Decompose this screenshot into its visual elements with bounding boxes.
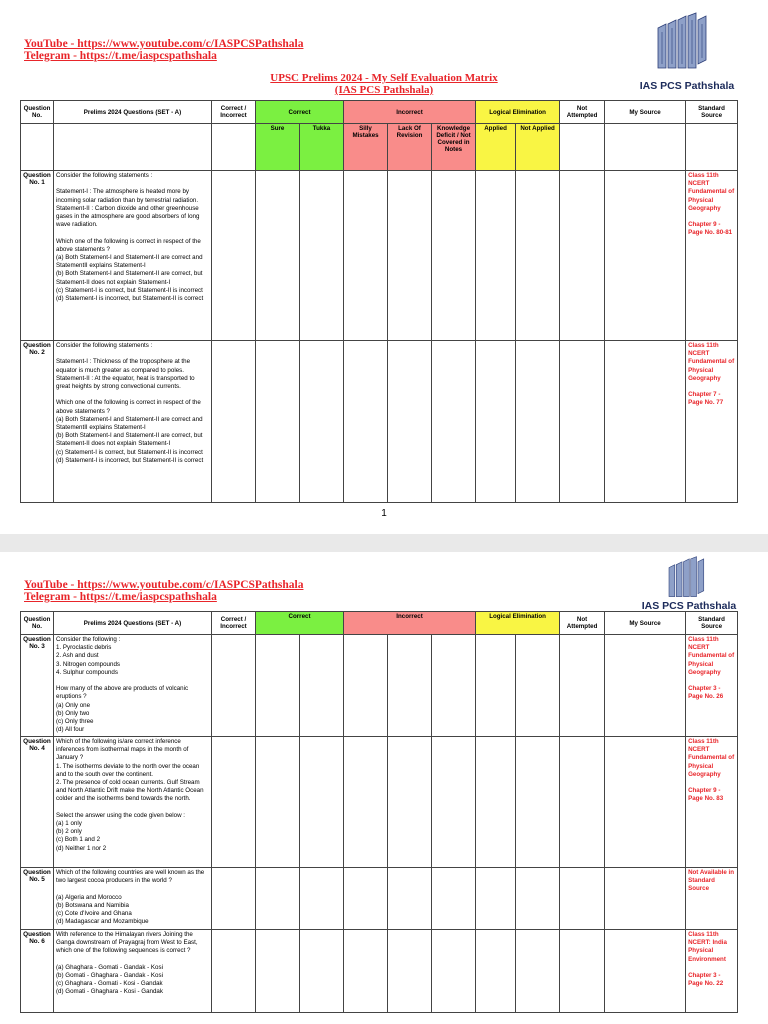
standard-source-text: Class 11th NCERT Fundamental of Physical Geography Chapter 3 - Page No. 26 bbox=[686, 635, 738, 737]
table-row bbox=[21, 737, 738, 868]
question-number: Question No. 5 bbox=[21, 868, 54, 930]
answer-cell[interactable] bbox=[476, 737, 516, 868]
header-not-attempted: Not Attempted bbox=[560, 612, 605, 635]
header-questions: Prelims 2024 Questions (SET - A) bbox=[54, 612, 212, 635]
telegram-link[interactable]: Telegram - https://t.me/iaspcspathshala bbox=[24, 50, 217, 62]
question-text: Which of the following is/are correct inference inferences from isothermal maps in the month of January ? 1. The isotherms deviate to the north over the ocean and to the south over the continent. 2. The presence of cold ocean currents. Gulf Stream and North Atlantic Drift make the North Atlantic Ocean colder and the isotherms bend towards the north. Select the answer using the code given below : (a) 1 only (b) 2 only (c) Both 1 and 2 (d) Neither 1 nor 2 bbox=[54, 737, 212, 868]
answer-cell[interactable] bbox=[560, 868, 605, 930]
answer-cell[interactable] bbox=[344, 930, 388, 1013]
answer-cell[interactable] bbox=[516, 868, 560, 930]
answer-cell[interactable] bbox=[300, 635, 344, 737]
header-standard-source: Standard Source bbox=[686, 612, 738, 635]
standard-source-text: Not Available in Standard Source bbox=[686, 868, 738, 930]
answer-cell[interactable] bbox=[300, 868, 344, 930]
subheader-row bbox=[21, 124, 738, 171]
subheader-knowledge-deficit: Knowledge Deficit / Not Covered in Notes bbox=[432, 124, 476, 171]
evaluation-table-page-1 bbox=[20, 100, 738, 503]
answer-cell[interactable] bbox=[344, 868, 388, 930]
subheader-empty bbox=[605, 124, 686, 171]
answer-cell[interactable] bbox=[476, 341, 516, 503]
answer-cell[interactable] bbox=[432, 737, 476, 868]
answer-cell[interactable] bbox=[476, 868, 516, 930]
standard-source-text: Class 11th NCERT Fundamental of Physical Geography Chapter 7 - Page No. 77 bbox=[686, 341, 738, 503]
brand-name: IAS PCS Pathshala bbox=[639, 80, 735, 92]
answer-cell[interactable] bbox=[388, 868, 432, 930]
answer-cell[interactable] bbox=[256, 341, 300, 503]
answer-cell[interactable] bbox=[476, 171, 516, 341]
answer-cell[interactable] bbox=[560, 737, 605, 868]
subheader-empty bbox=[212, 124, 256, 171]
question-text: Which of the following countries are well known as the two largest cocoa producers in the world ? (a) Algeria and Morocco (b) Botswana and Namibia (c) Cote d'Ivoire and Ghana (d) Madagascar and Mozambique bbox=[54, 868, 212, 930]
answer-cell[interactable] bbox=[212, 341, 256, 503]
header-logical-elimination: Logical Elimination bbox=[476, 101, 560, 124]
question-text: With reference to the Himalayan rivers Joining the Ganga downstream of Prayagraj from West to East, which one of the following sequences is correct ? (a) Ghaghara - Gomati - Gandak - Kosi (b) Gomati - Ghaghara - Gandak - Kosi (c) Ghaghara - Gomati - Kosi - Gandak (d) Gomati - Ghaghara - Kosi - Gandak bbox=[54, 930, 212, 1013]
header-row bbox=[21, 101, 738, 124]
youtube-link[interactable]: YouTube - https://www.youtube.com/c/IASPCSPathshala bbox=[24, 38, 304, 50]
answer-cell[interactable] bbox=[432, 341, 476, 503]
header-incorrect: Incorrect bbox=[344, 101, 476, 124]
standard-source-text: Class 11th NCERT Fundamental of Physical Geography Chapter 9 - Page No. 83 bbox=[686, 737, 738, 868]
answer-cell[interactable] bbox=[560, 341, 605, 503]
telegram-link[interactable]: Telegram - https://t.me/iaspcspathshala bbox=[24, 591, 217, 603]
subheader-empty bbox=[560, 124, 605, 171]
page-number: 1 bbox=[381, 508, 387, 519]
matrix-title bbox=[0, 72, 768, 96]
question-text: Consider the following : 1. Pyroclastic debris 2. Ash and dust 3. Nitrogen compounds 4. Sulphur compounds How many of the above are products of volcanic eruptions ? (a) Only one (b) Only two (c) Only three (d) All four bbox=[54, 635, 212, 737]
answer-cell[interactable] bbox=[432, 930, 476, 1013]
answer-cell[interactable] bbox=[516, 171, 560, 341]
answer-cell[interactable] bbox=[388, 341, 432, 503]
header-my-source: My Source bbox=[605, 612, 686, 635]
answer-cell[interactable] bbox=[212, 930, 256, 1013]
header-incorrect: Incorrect bbox=[344, 612, 476, 635]
answer-cell[interactable] bbox=[560, 171, 605, 341]
question-number: Question No. 3 bbox=[21, 635, 54, 737]
answer-cell[interactable] bbox=[560, 635, 605, 737]
answer-cell[interactable] bbox=[388, 635, 432, 737]
answer-cell[interactable] bbox=[476, 930, 516, 1013]
answer-cell[interactable] bbox=[516, 341, 560, 503]
youtube-link[interactable]: YouTube - https://www.youtube.com/c/IASPCSPathshala bbox=[24, 579, 304, 591]
answer-cell[interactable] bbox=[605, 341, 686, 503]
answer-cell[interactable] bbox=[432, 635, 476, 737]
answer-cell[interactable] bbox=[256, 635, 300, 737]
header-question-no: Question No. bbox=[21, 612, 54, 635]
answer-cell[interactable] bbox=[256, 737, 300, 868]
header-row bbox=[21, 612, 738, 635]
question-number: Question No. 2 bbox=[21, 341, 54, 503]
table-row bbox=[21, 635, 738, 737]
subheader-applied: Applied bbox=[476, 124, 516, 171]
answer-cell[interactable] bbox=[605, 868, 686, 930]
answer-cell[interactable] bbox=[300, 341, 344, 503]
header-correct: Correct bbox=[256, 101, 344, 124]
answer-cell[interactable] bbox=[432, 868, 476, 930]
title-line-1: UPSC Prelims 2024 - My Self Evaluation Matrix bbox=[270, 72, 498, 84]
answer-cell[interactable] bbox=[344, 737, 388, 868]
header-correct-incorrect: Correct / Incorrect bbox=[212, 612, 256, 635]
answer-cell[interactable] bbox=[344, 635, 388, 737]
header-correct-incorrect: Correct / Incorrect bbox=[212, 101, 256, 124]
answer-cell[interactable] bbox=[388, 737, 432, 868]
subheader-empty bbox=[54, 124, 212, 171]
answer-cell[interactable] bbox=[300, 930, 344, 1013]
question-number: Question No. 1 bbox=[21, 171, 54, 341]
subheader-sure: Sure bbox=[256, 124, 300, 171]
header-question-no: Question No. bbox=[21, 101, 54, 124]
answer-cell[interactable] bbox=[605, 737, 686, 868]
brand-logo bbox=[634, 556, 744, 612]
answer-cell[interactable] bbox=[432, 171, 476, 341]
answer-cell[interactable] bbox=[212, 868, 256, 930]
question-number: Question No. 6 bbox=[21, 930, 54, 1013]
answer-cell[interactable] bbox=[388, 171, 432, 341]
answer-cell[interactable] bbox=[476, 635, 516, 737]
page-2 bbox=[0, 552, 768, 1024]
answer-cell[interactable] bbox=[300, 171, 344, 341]
answer-cell[interactable] bbox=[560, 930, 605, 1013]
header-logical-elimination: Logical Elimination bbox=[476, 612, 560, 635]
table-row bbox=[21, 930, 738, 1013]
books-logo-icon bbox=[654, 12, 720, 70]
subheader-not-applied: Not Applied bbox=[516, 124, 560, 171]
header-my-source: My Source bbox=[605, 101, 686, 124]
answer-cell[interactable] bbox=[344, 341, 388, 503]
books-logo-icon bbox=[662, 556, 718, 598]
question-number: Question No. 4 bbox=[21, 737, 54, 868]
header-standard-source: Standard Source bbox=[686, 101, 738, 124]
answer-cell[interactable] bbox=[256, 868, 300, 930]
answer-cell[interactable] bbox=[605, 171, 686, 341]
answer-cell[interactable] bbox=[516, 930, 560, 1013]
table-row bbox=[21, 341, 738, 503]
answer-cell[interactable] bbox=[344, 171, 388, 341]
title-line-2: (IAS PCS Pathshala) bbox=[334, 84, 434, 96]
subheader-empty bbox=[21, 124, 54, 171]
header-questions: Prelims 2024 Questions (SET - A) bbox=[54, 101, 212, 124]
evaluation-table-page-2 bbox=[20, 611, 738, 1013]
answer-cell[interactable] bbox=[605, 930, 686, 1013]
answer-cell[interactable] bbox=[388, 930, 432, 1013]
brand-name: IAS PCS Pathshala bbox=[641, 600, 737, 612]
subheader-lack-of-revision: Lack Of Revision bbox=[388, 124, 432, 171]
header-not-attempted: Not Attempted bbox=[560, 101, 605, 124]
answer-cell[interactable] bbox=[516, 635, 560, 737]
answer-cell[interactable] bbox=[212, 635, 256, 737]
table-row bbox=[21, 171, 738, 341]
subheader-tukka: Tukka bbox=[300, 124, 344, 171]
subheader-silly-mistakes: Silly Mistakes bbox=[344, 124, 388, 171]
question-text: Consider the following statements : Statement-I : Thickness of the troposphere at the equator is much greater as compared to poles. Statement-II : At the equator, heat is transported to great heights by strong convectional currents. Which one of the following is correct in respect of the above statements ? (a) Both Statement-I and Statement-II are correct and StatementII explains Statement-I (b) Both Statement-I and Statement-II are correct, but Statement-II does not explain Statement-I (c) Statement-I is correct, but Statement-II is incorrect (d) Statement-I is incorrect, but Statement-II is correct bbox=[54, 341, 212, 503]
answer-cell[interactable] bbox=[605, 635, 686, 737]
subheader-empty bbox=[686, 124, 738, 171]
answer-cell[interactable] bbox=[256, 171, 300, 341]
answer-cell[interactable] bbox=[212, 171, 256, 341]
answer-cell[interactable] bbox=[300, 737, 344, 868]
standard-source-text: Class 11th NCERT Fundamental of Physical Geography Chapter 9 - Page No. 80-81 bbox=[686, 171, 738, 341]
question-text: Consider the following statements : Statement-I : The atmosphere is heated more by incoming solar radiation than by terrestrial radiation. Statement-II : Carbon dioxide and other greenhouse gases in the atmosphere are good absorbers of long wave radiation. Which one of the following is correct in respect of the above statements ? (a) Both Statement-I and Statement-II are correct and StatementII explains Statement-I (b) Both Statement-I and Statement-II are correct, but Statement-II does not explain Statement-I (c) Statement-I is correct, but Statement-II is incorrect (d) Statement-I is incorrect, but Statement-II is correct bbox=[54, 171, 212, 341]
answer-cell[interactable] bbox=[212, 737, 256, 868]
table-row bbox=[21, 868, 738, 930]
social-links bbox=[24, 579, 303, 603]
answer-cell[interactable] bbox=[256, 930, 300, 1013]
standard-source-text: Class 11th NCERT: India Physical Environment Chapter 3 - Page No. 22 bbox=[686, 930, 738, 1013]
header-correct: Correct bbox=[256, 612, 344, 635]
answer-cell[interactable] bbox=[516, 737, 560, 868]
social-links bbox=[24, 38, 303, 62]
